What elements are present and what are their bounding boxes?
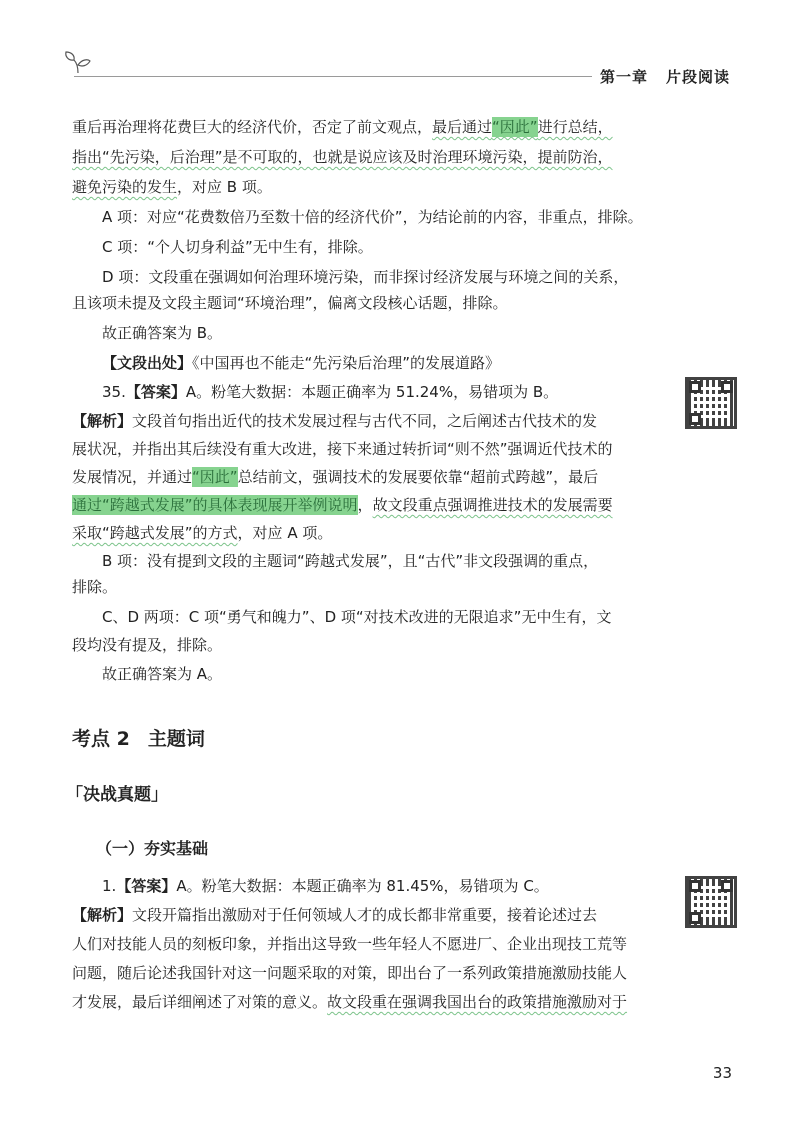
answer-line: 35.【答案】A。粉笔大数据：本题正确率为 51.24%，易错项为 B。 — [102, 383, 559, 401]
correct-answer: 故正确答案为 B。 — [102, 324, 223, 342]
correct-answer: 故正确答案为 A。 — [102, 665, 223, 683]
text-line: 且该项未提及文段主题词“环境治理”，偏离文段核心话题，排除。 — [72, 294, 508, 312]
page-number: 33 — [712, 1064, 732, 1082]
option-d-analysis: D 项：文段重在强调如何治理环境污染，而非探讨经济发展与环境之间的关系， — [102, 268, 629, 286]
text-line: 问题，随后论述我国针对这一问题采取的对策，即出台了一系列政策措施激励技能人 — [72, 964, 628, 982]
subsection-heading: （一）夯实基础 — [96, 839, 209, 858]
text-line: 重后再治理将花费巨大的经济代价，否定了前文观点，最后通过“因此”进行总结， — [72, 118, 613, 136]
text-line: 展状况，并指出其后续没有重大改进，接下来通过转折词“则不然”强调近代技术的 — [72, 440, 613, 458]
text-line: 采取“跨越式发展”的方式，对应 A 项。 — [72, 524, 333, 542]
text-line: 避免污染的发生，对应 B 项。 — [72, 178, 272, 196]
option-b-analysis: B 项：没有提到文段的主题词“跨越式发展”，且“古代”非文段强调的重点， — [102, 552, 599, 570]
analysis-line: 【解析】文段首句指出近代的技术发展过程与古代不同，之后阐述古代技术的发 — [72, 412, 598, 430]
qr-code[interactable] — [685, 377, 737, 429]
analysis-line: 【解析】文段开篇指出激励对于任何领域人才的成长都非常重要，接着论述过去 — [72, 906, 598, 924]
header-rule — [74, 76, 592, 77]
highlight-yinci: “因此” — [492, 118, 538, 136]
text-line: 发展情况，并通过“因此”总结前文，强调技术的发展要依靠“超前式跨越”，最后 — [72, 468, 599, 486]
answer-line: 1.【答案】A。粉笔大数据：本题正确率为 81.45%，易错项为 C。 — [102, 877, 549, 895]
text-line: 人们对技能人员的刻板印象，并指出这导致一些年轻人不愿进厂、企业出现技工荒等 — [72, 935, 628, 953]
text-line: 指出“先污染，后治理”是不可取的，也就是说应该及时治理环境污染，提前防治， — [72, 148, 613, 166]
chapter-title: 片段阅读 — [666, 68, 731, 86]
option-a-analysis: A 项：对应“花费数倍乃至数十倍的经济代价”，为结论前的内容，非重点，排除。 — [102, 208, 643, 226]
text-line: 通过“跨越式发展”的具体表现展开举例说明，故文段重点强调推进技术的发展需要 — [72, 496, 613, 514]
text-line: 排除。 — [72, 578, 118, 596]
text-line: 才发展，最后详细阐述了对策的意义。故文段重在强调我国出台的政策措施激励对于 — [72, 993, 628, 1011]
running-header — [600, 66, 730, 87]
option-c-analysis: C 项：“个人切身利益”无中生有，排除。 — [102, 238, 373, 256]
section-heading: 考点 2 主题词 — [72, 728, 205, 750]
source-line: 【文段出处】《中国再也不能走“先污染后治理”的发展道路》 — [102, 354, 501, 372]
sprout-icon — [64, 49, 92, 75]
highlight-example: 通过“跨越式发展”的具体表现展开举例说明 — [72, 496, 358, 514]
battle-heading: 「决战真题」 — [66, 785, 168, 805]
highlight-yinci: “因此” — [192, 468, 238, 486]
qr-code[interactable] — [685, 876, 737, 928]
option-cd-analysis: C、D 两项：C 项“勇气和魄力”、D 项“对技术改进的无限追求”无中生有，文 — [102, 608, 612, 626]
chapter-label: 第一章 — [600, 68, 649, 86]
text-line: 段均没有提及，排除。 — [72, 636, 223, 654]
